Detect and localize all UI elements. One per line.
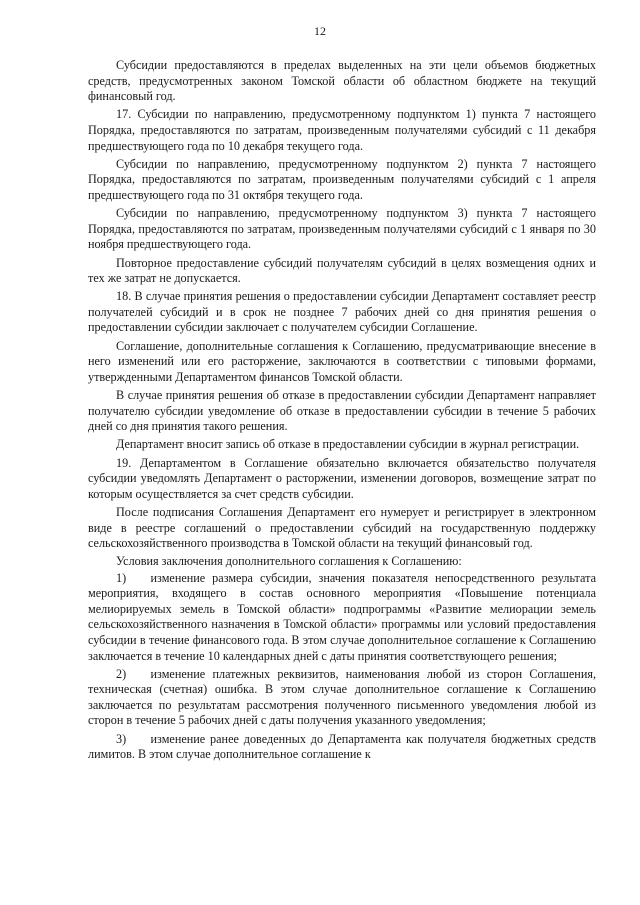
paragraph-subsidy-direction-2: Субсидии по направлению, предусмотренному подпунктом 2) пункта 7 настоящего Порядка, предоставляются по затратам, произведенным получателями субсидий с 1 апреля предшествующего года по 31 октября текущего года. — [88, 156, 596, 202]
page-number: 12 — [314, 24, 326, 38]
list-item-condition-2: 2) изменение платежных реквизитов, наименования любой из сторон Соглашения, техническая (счетная) ошибка. В этом случае дополнительное соглашение к Соглашению заключается по результатам рассмотрения полученного письменного уведомления любой из сторон в течение 5 рабочих дней с даты получения указанного уведомления; — [88, 666, 596, 728]
paragraph-agreement-registration: После подписания Соглашения Департамент его нумерует и регистрирует в электронном виде в реестре соглашений о предоставлении субсидий на государственную поддержку сельскохозяйственного производства в Томской области на текущий финансовый год. — [88, 504, 596, 551]
paragraph-refusal-record: Департамент вносит запись об отказе в предоставлении субсидии в журнал регистрации. — [116, 437, 580, 452]
paragraph-repeat-prohibited: Повторное предоставление субсидий получателям субсидий в целях возмещения одних и тех же затрат не допускается. — [88, 255, 596, 286]
paragraph-subsidy-direction-3: Субсидии по направлению, предусмотренному подпунктом 3) пункта 7 настоящего Порядка, предоставляются по затратам, произведенным получателями субсидий с 1 января по 30 ноября предшествующего года. — [88, 206, 596, 252]
list-item-condition-1: 1) изменение размера субсидии, значения показателя непосредственного результата мероприятия, входящего в состав основного мероприятия «Повышение потенциала мелиорируемых земель в Томской области» подпрограммы «Развитие мелиорации земель сельскохозяйственного назначения в Томской области» программы или условий предоставления субсидии в течение финансового года. В этом случае дополнительное соглашение к Соглашению заключается в течение 10 календарных дней с даты принятия соответствующего решения; — [88, 570, 596, 663]
paragraph-agreement-forms: Соглашение, дополнительные соглашения к Соглашению, предусматривающие внесение в него изменений или его расторжение, заключаются в соответствии с типовыми формами, утвержденными Департаментом финансов Томской области. — [88, 338, 596, 384]
paragraph-item-17: 17. Субсидии по направлению, предусмотренному подпунктом 1) пункта 7 настоящего Порядка, предоставляются по затратам, произведенным получателями субсидий с 11 декабря предшествующего года по 10 декабря текущего года. — [88, 107, 596, 153]
paragraph-subsidy-limits: Субсидии предоставляются в пределах выделенных на эти цели объемов бюджетных средств, предусмотренных законом Томской области об областном бюджете на текущий финансовый год. — [88, 58, 596, 104]
paragraph-item-19: 19. Департаментом в Соглашение обязательно включается обязательство получателя субсидии уведомлять Департамент о расторжении, изменении договоров, возмещение затрат по которым осуществляется за счет средств субсидии. — [88, 455, 596, 501]
paragraph-refusal-notice: В случае принятия решения об отказе в предоставлении субсидии Департамент направляет получателю субсидии уведомление об отказе в предоставлении субсидии в течение 5 рабочих дней со дня принятия такого решения. — [88, 388, 596, 434]
paragraph-conditions-heading: Условия заключения дополнительного соглашения к Соглашению: — [116, 554, 462, 569]
paragraph-item-18: 18. В случае принятия решения о предоставлении субсидии Департамент составляет реестр получателей субсидий и в срок не позднее 7 рабочих дней со дня принятия решения о предоставлении субсидии заключает с получателем субсидии Соглашение. — [88, 289, 596, 335]
document-body — [88, 58, 596, 765]
list-item-condition-3: 3) изменение ранее доведенных до Департамента как получателя бюджетных средств лимитов. В этом случае дополнительное соглашение к — [88, 731, 596, 762]
